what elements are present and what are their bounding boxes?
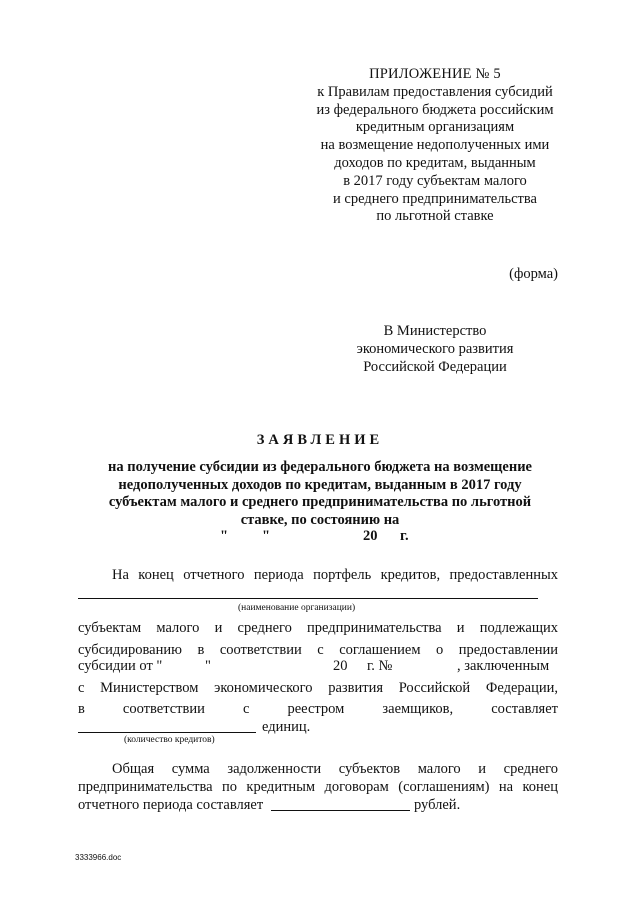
addressee-line: экономического развития bbox=[356, 341, 514, 357]
para1-line7-suffix: единиц. bbox=[262, 719, 311, 735]
para2-line3-prefix: отчетного периода составляет bbox=[78, 797, 264, 813]
date-suffix: г. bbox=[400, 528, 409, 544]
appendix-block bbox=[290, 66, 580, 226]
para1-line4-b: " bbox=[205, 658, 211, 674]
appendix-line: по льготной ставке bbox=[376, 208, 494, 225]
date-year: 20 bbox=[363, 528, 378, 544]
para1-line4-e: , заключенным bbox=[457, 658, 550, 674]
addressee-line: Российской Федерации bbox=[363, 359, 507, 375]
appendix-line: на возмещение недополученных ими bbox=[320, 137, 550, 154]
footer-filename: 3333966.doc bbox=[75, 853, 122, 862]
document-title: ЗАЯВЛЕНИЕ bbox=[256, 432, 384, 448]
date-close-quote: " bbox=[262, 528, 271, 544]
para1-line4-c: 20 bbox=[333, 658, 348, 674]
para1-line4-a: субсидии от " bbox=[78, 658, 163, 674]
addressee-block bbox=[335, 322, 535, 376]
para2-line2: предпринимательства по кредитным договорам (соглашениям) на конец bbox=[78, 779, 558, 795]
addressee-line: В Министерство bbox=[383, 323, 487, 339]
appendix-line: кредитным организациям bbox=[355, 119, 515, 136]
org-name-caption: (наименование организации) bbox=[238, 603, 356, 613]
appendix-line: доходов по кредитам, выданным bbox=[334, 154, 536, 171]
para1-line5: с Министерством экономического развития Российской Федерации, bbox=[78, 680, 558, 696]
para1-line2: субъектам малого и среднего предпринимательства и подлежащих bbox=[78, 620, 558, 636]
date-open-quote: " bbox=[220, 528, 229, 544]
para2-line1: Общая сумма задолженности субъектов малого и среднего bbox=[112, 761, 558, 777]
subtitle-line: субъектам малого и среднего предпринимательства по льготной bbox=[108, 494, 532, 510]
org-name-rule bbox=[78, 598, 538, 599]
subtitle-line: ставке, по состоянию на bbox=[240, 511, 400, 528]
appendix-title: ПРИЛОЖЕНИЕ № 5 bbox=[369, 66, 501, 82]
total-debt-rule bbox=[271, 810, 410, 811]
para1-line1: На конец отчетного периода портфель кредитов, предоставленных bbox=[112, 567, 558, 583]
document-subtitle bbox=[90, 459, 550, 529]
para2-line3-suffix: рублей. bbox=[414, 797, 461, 813]
para1-line3: субсидированию в соответствии с соглашением о предоставлении bbox=[78, 642, 558, 658]
para1-line4-d: г. № bbox=[367, 658, 393, 674]
appendix-line: к Правилам предоставления субсидий bbox=[317, 83, 553, 100]
form-label: (форма) bbox=[509, 266, 558, 282]
subtitle-line: на получение субсидии из федерального бюджета на возмещение bbox=[108, 459, 532, 475]
para1-line6: в соответствии с реестром заемщиков, составляет bbox=[78, 701, 558, 717]
appendix-line: в 2017 году субъектам малого bbox=[343, 172, 527, 189]
credit-count-rule bbox=[78, 732, 256, 733]
appendix-line: и среднего предпринимательства bbox=[333, 190, 537, 207]
appendix-line: из федерального бюджета российским bbox=[316, 101, 554, 118]
credit-count-caption: (количество кредитов) bbox=[124, 735, 215, 745]
subtitle-line: недополученных доходов по кредитам, выданным в 2017 году bbox=[118, 476, 522, 493]
